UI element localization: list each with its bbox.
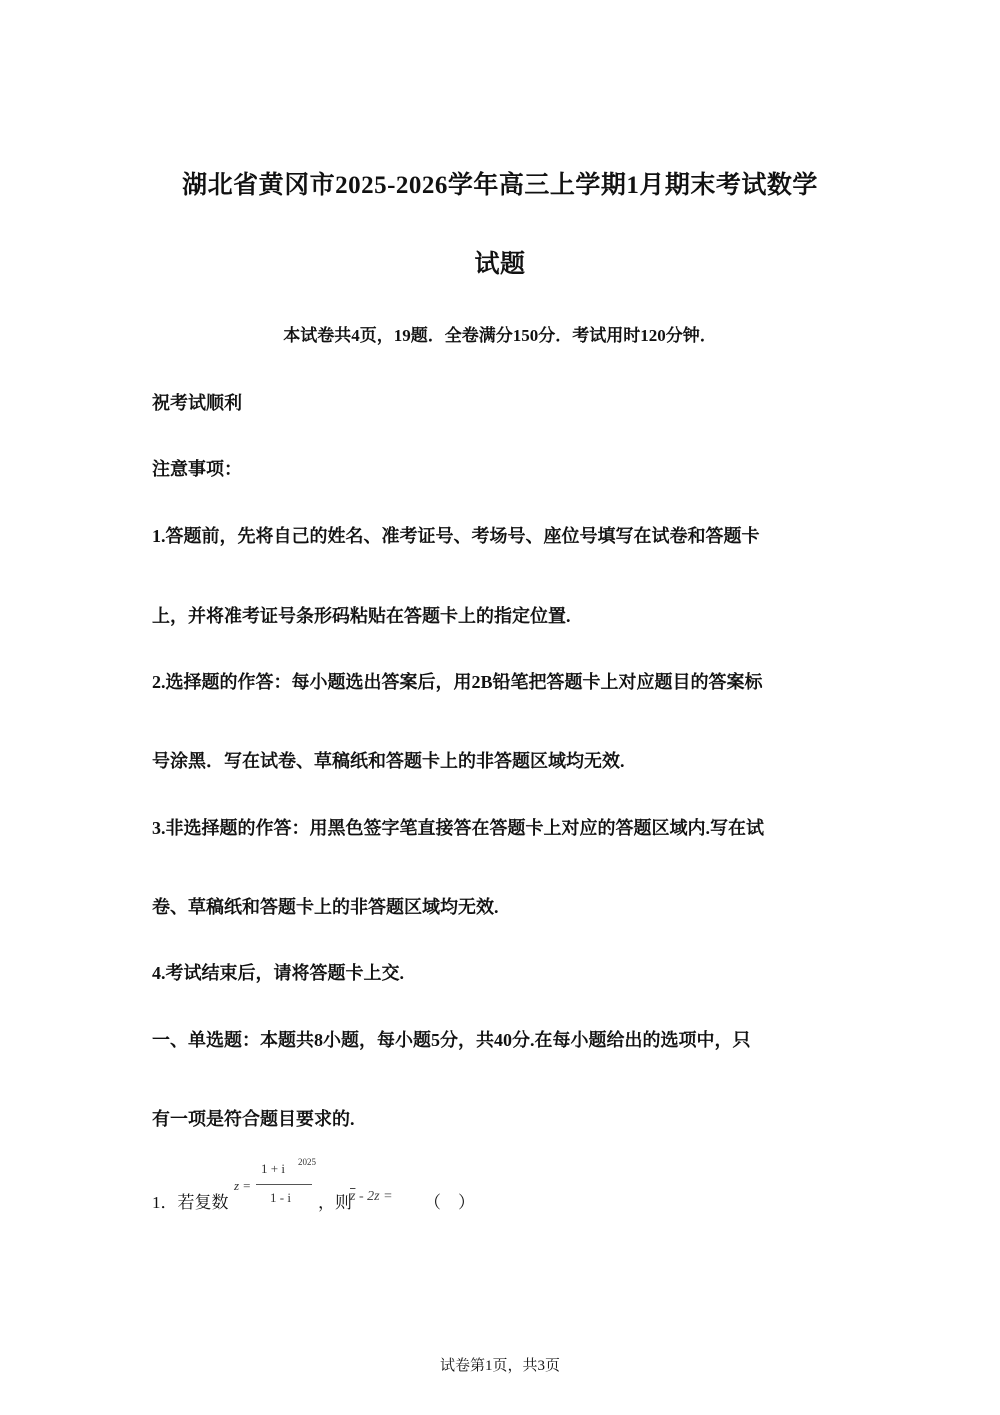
section-heading-line2: 有一项是符合题目要求的. [152, 1109, 355, 1129]
expression-rest: - 2z = [355, 1189, 393, 1204]
notice-item: 号涂黑．写在试卷、草稿纸和答题卡上的非答题区域均无效. [152, 751, 625, 771]
notice-item: 1.答题前，先将自己的姓名、准考证号、考场号、座位号填写在试卷和答题卡 [152, 526, 760, 546]
notice-item: 4.考试结束后，请将答题卡上交. [152, 963, 404, 983]
fraction-exponent: 2025 [298, 1157, 316, 1167]
fraction-numerator: 1 + i [261, 1161, 285, 1176]
fraction-bar [256, 1184, 312, 1185]
question-1-z-label: z = [234, 1178, 252, 1193]
greeting: 祝考试顺利 [152, 393, 242, 413]
exam-info: 本试卷共4页，19题．全卷满分150分．考试用时120分钟． [283, 326, 717, 345]
notice-item: 3.非选择题的作答：用黑色签字笔直接答在答题卡上对应的答题区域内.写在试 [152, 818, 764, 838]
notice-item: 2.选择题的作答：每小题选出答案后，用2B铅笔把答题卡上对应题目的答案标 [152, 672, 763, 692]
exam-title-line1: 湖北省黄冈市2025-2026学年高三上学期1月期末考试数学 [182, 172, 818, 199]
question-1-expression [350, 1189, 393, 1205]
z-conjugate: $\overline{z}$ [350, 1189, 356, 1204]
section-heading-line1: 一、单选题：本题共8小题，每小题5分，共40分.在每小题给出的选项中，只 [152, 1030, 751, 1050]
fraction-denominator: 1 - i [270, 1190, 291, 1205]
question-1-fraction [256, 1158, 314, 1208]
question-1-conjunction: ，则 [318, 1193, 352, 1212]
question-1-prefix: 1．若复数 [152, 1193, 229, 1212]
notice-heading: 注意事项： [152, 459, 242, 479]
notice-item: 上，并将准考证号条形码粘贴在答题卡上的指定位置. [152, 606, 571, 626]
page-footer: 试卷第1页，共3页 [439, 1358, 560, 1374]
question-1 [152, 1158, 852, 1218]
notice-item: 卷、草稿纸和答题卡上的非答题区域均无效. [152, 897, 499, 917]
answer-blank: （ ） [424, 1193, 475, 1212]
exam-title-line2: 试题 [474, 251, 526, 278]
